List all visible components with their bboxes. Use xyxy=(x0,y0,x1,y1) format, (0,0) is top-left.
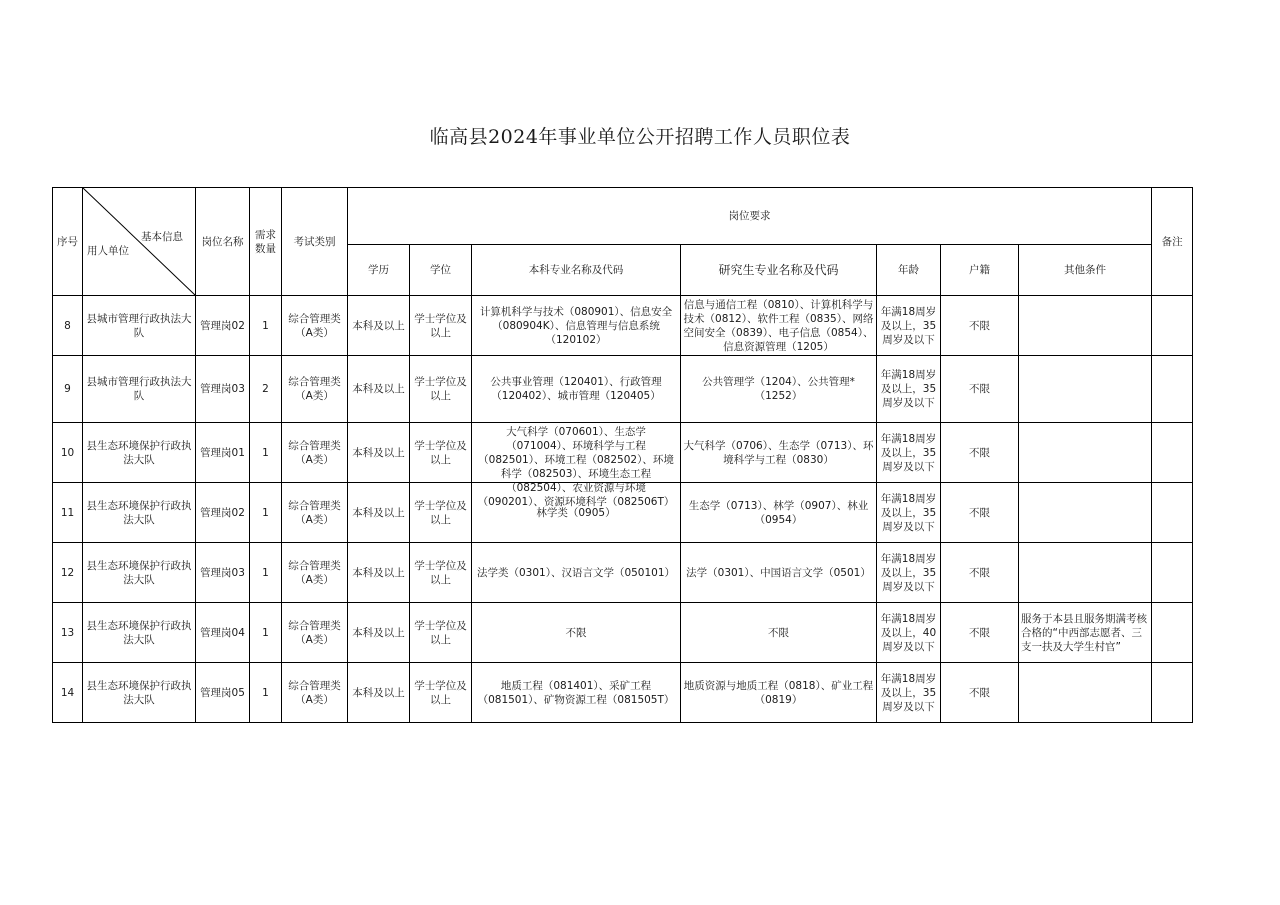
cell-quantity: 1 xyxy=(250,423,282,483)
cell-age: 年满18周岁及以上，35周岁及以下 xyxy=(877,423,941,483)
cell-household: 不限 xyxy=(941,663,1019,723)
positions-table xyxy=(52,187,1193,723)
cell-grad xyxy=(681,603,877,663)
cell-household: 不限 xyxy=(941,603,1019,663)
cell-other xyxy=(1019,543,1152,603)
cell-grad xyxy=(681,423,877,483)
header-exam-type: 考试类别 xyxy=(282,188,348,296)
cell-education: 本科及以上 xyxy=(348,356,410,423)
cell-quantity: 1 xyxy=(250,296,282,356)
cell-degree: 学士学位及以上 xyxy=(410,296,472,356)
table-row xyxy=(53,356,1193,423)
cell-undergrad xyxy=(472,603,681,663)
header-other: 其他条件 xyxy=(1019,245,1152,296)
cell-degree: 学士学位及以上 xyxy=(410,603,472,663)
cell-degree: 学士学位及以上 xyxy=(410,543,472,603)
cell-household: 不限 xyxy=(941,543,1019,603)
cell-position: 管理岗04 xyxy=(196,603,250,663)
cell-employer: 县生态环境保护行政执法大队 xyxy=(83,483,196,543)
cell-grad xyxy=(681,296,877,356)
cell-seq: 13 xyxy=(53,603,83,663)
cell-seq: 11 xyxy=(53,483,83,543)
cell-quantity: 1 xyxy=(250,603,282,663)
cell-remarks xyxy=(1152,356,1193,423)
cell-undergrad xyxy=(472,296,681,356)
table-row xyxy=(53,543,1193,603)
cell-education: 本科及以上 xyxy=(348,603,410,663)
cell-quantity: 2 xyxy=(250,356,282,423)
header-age: 年龄 xyxy=(877,245,941,296)
cell-quantity: 1 xyxy=(250,663,282,723)
cell-quantity: 1 xyxy=(250,483,282,543)
cell-position: 管理岗05 xyxy=(196,663,250,723)
cell-degree: 学士学位及以上 xyxy=(410,663,472,723)
header-seq: 序号 xyxy=(53,188,83,296)
cell-grad-text: 大气科学（0706）、生态学（0713）、环境科学与工程（0830） xyxy=(683,439,874,466)
cell-education: 本科及以上 xyxy=(348,543,410,603)
cell-undergrad-text: 地质工程（081401）、采矿工程（081501）、矿物资源工程（081505T） xyxy=(477,679,675,706)
cell-remarks xyxy=(1152,296,1193,356)
header-position-name: 岗位名称 xyxy=(196,188,250,296)
cell-remarks xyxy=(1152,543,1193,603)
cell-other xyxy=(1019,296,1152,356)
cell-undergrad-text: 公共事业管理（120401）、行政管理（120402）、城市管理（120405） xyxy=(490,376,662,402)
cell-age: 年满18周岁及以上，35周岁及以下 xyxy=(877,663,941,723)
cell-position: 管理岗01 xyxy=(196,423,250,483)
page-title: 临高县2024年事业单位公开招聘工作人员职位表 xyxy=(429,126,851,148)
cell-other xyxy=(1019,663,1152,723)
table-row xyxy=(53,663,1193,723)
cell-remarks xyxy=(1152,663,1193,723)
cell-quantity: 1 xyxy=(250,543,282,603)
cell-degree: 学士学位及以上 xyxy=(410,356,472,423)
header-employer: 用人单位 xyxy=(87,245,129,257)
cell-remarks xyxy=(1152,483,1193,543)
cell-seq: 9 xyxy=(53,356,83,423)
cell-grad xyxy=(681,543,877,603)
cell-household: 不限 xyxy=(941,356,1019,423)
cell-grad-text: 信息与通信工程（0810）、计算机科学与技术（0812）、软件工程（0835）、网络空间安全（0839）、电子信息（0854）、信息资源管理（1205） xyxy=(683,298,874,353)
cell-undergrad xyxy=(472,543,681,603)
cell-age: 年满18周岁及以上，35周岁及以下 xyxy=(877,356,941,423)
table-body xyxy=(53,296,1193,723)
cell-exam: 综合管理类（A类） xyxy=(282,423,348,483)
table-row xyxy=(53,296,1193,356)
cell-household: 不限 xyxy=(941,483,1019,543)
header-grad-major: 研究生专业名称及代码 xyxy=(681,245,877,296)
cell-undergrad-text: 法学类（0301）、汉语言文学（050101） xyxy=(476,566,676,579)
cell-age: 年满18周岁及以上，40周岁及以下 xyxy=(877,603,941,663)
header-quantity: 需求数量 xyxy=(250,188,282,296)
cell-grad xyxy=(681,356,877,423)
cell-seq: 8 xyxy=(53,296,83,356)
cell-education: 本科及以上 xyxy=(348,296,410,356)
cell-other xyxy=(1019,483,1152,543)
table-row xyxy=(53,423,1193,483)
cell-seq: 12 xyxy=(53,543,83,603)
header-undergrad-major: 本科专业名称及代码 xyxy=(472,245,681,296)
cell-household: 不限 xyxy=(941,296,1019,356)
cell-age: 年满18周岁及以上，35周岁及以下 xyxy=(877,296,941,356)
cell-exam: 综合管理类（A类） xyxy=(282,663,348,723)
cell-grad-text: 地质资源与地质工程（0818）、矿业工程（0819） xyxy=(683,679,874,706)
cell-exam: 综合管理类（A类） xyxy=(282,356,348,423)
cell-undergrad-text: 不限 xyxy=(565,626,587,639)
cell-grad-text: 公共管理学（1204）、公共管理*（1252） xyxy=(702,376,855,402)
cell-remarks xyxy=(1152,603,1193,663)
header-requirements: 岗位要求 xyxy=(348,188,1152,245)
cell-household: 不限 xyxy=(941,423,1019,483)
header-household: 户籍 xyxy=(941,245,1019,296)
header-basic-info: 基本信息 xyxy=(141,231,183,243)
cell-other xyxy=(1019,423,1152,483)
cell-employer: 县生态环境保护行政执法大队 xyxy=(83,603,196,663)
cell-employer: 县生态环境保护行政执法大队 xyxy=(83,423,196,483)
cell-employer: 县城市管理行政执法大队 xyxy=(83,356,196,423)
cell-employer: 县城市管理行政执法大队 xyxy=(83,296,196,356)
cell-seq: 14 xyxy=(53,663,83,723)
cell-undergrad-text: 林学类（0905） xyxy=(536,506,616,519)
cell-grad xyxy=(681,663,877,723)
cell-grad-text: 不限 xyxy=(768,626,789,639)
cell-undergrad-text: 计算机科学与技术（080901）、信息安全（080904K）、信息管理与信息系统（120102） xyxy=(479,305,673,346)
cell-undergrad xyxy=(472,423,681,508)
cell-degree: 学士学位及以上 xyxy=(410,423,472,483)
cell-age: 年满18周岁及以上，35周岁及以下 xyxy=(877,543,941,603)
header-diagonal-cell xyxy=(83,188,196,296)
cell-education: 本科及以上 xyxy=(348,423,410,483)
cell-exam: 综合管理类（A类） xyxy=(282,483,348,543)
header-degree: 学位 xyxy=(410,245,472,296)
table-row xyxy=(53,603,1193,663)
cell-grad xyxy=(681,483,877,543)
cell-age: 年满18周岁及以上，35周岁及以下 xyxy=(877,483,941,543)
cell-grad-text: 法学（0301）、中国语言文学（0501） xyxy=(686,566,871,579)
cell-remarks xyxy=(1152,423,1193,483)
cell-employer: 县生态环境保护行政执法大队 xyxy=(83,543,196,603)
cell-other: 服务于本县且服务期满考核合格的“中西部志愿者、三支一扶及大学生村官” xyxy=(1019,603,1152,663)
cell-grad-text: 生态学（0713）、林学（0907）、林业（0954） xyxy=(688,499,869,526)
cell-degree: 学士学位及以上 xyxy=(410,483,472,543)
cell-exam: 综合管理类（A类） xyxy=(282,543,348,603)
cell-position: 管理岗02 xyxy=(196,296,250,356)
cell-exam: 综合管理类（A类） xyxy=(282,603,348,663)
cell-position: 管理岗02 xyxy=(196,483,250,543)
header-remarks: 备注 xyxy=(1152,188,1193,296)
cell-undergrad xyxy=(472,356,681,423)
cell-other xyxy=(1019,356,1152,423)
cell-education: 本科及以上 xyxy=(348,483,410,543)
cell-undergrad-text: 大气科学（070601）、生态学（071004）、环境科学与工程（082501）、环境工程（082502）、环境科学（082503）、环境生态工程（082504）、农业资源与环境（090201）、资源环境科学（082506T） xyxy=(477,425,675,508)
cell-education: 本科及以上 xyxy=(348,663,410,723)
cell-employer: 县生态环境保护行政执法大队 xyxy=(83,663,196,723)
cell-position: 管理岗03 xyxy=(196,543,250,603)
header-education: 学历 xyxy=(348,245,410,296)
cell-exam: 综合管理类（A类） xyxy=(282,296,348,356)
cell-undergrad xyxy=(472,663,681,723)
cell-position: 管理岗03 xyxy=(196,356,250,423)
cell-seq: 10 xyxy=(53,423,83,483)
